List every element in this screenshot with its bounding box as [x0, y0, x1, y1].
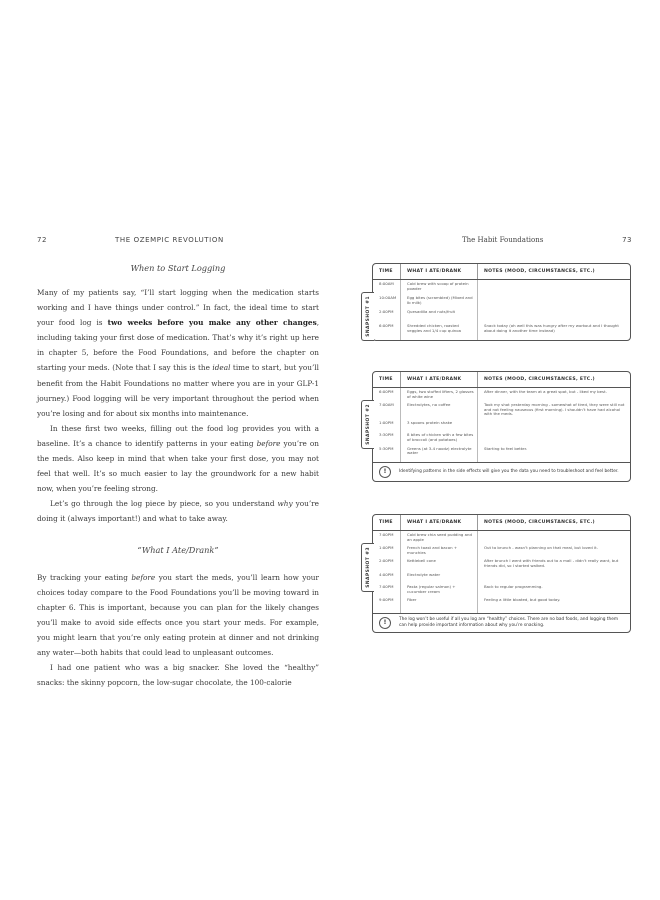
table-row	[373, 388, 630, 401]
left-page	[37, 236, 319, 690]
cell-notes: Out to brunch - wasn’t planning on that meal, but loved it.	[477, 544, 630, 557]
log-body	[373, 531, 630, 613]
cell-notes	[477, 571, 630, 584]
cell-notes	[477, 531, 630, 544]
cell-time: 2:00PM	[379, 309, 394, 314]
text-run: why	[277, 499, 293, 509]
cell-notes	[477, 280, 630, 294]
cell-notes: Took my shot yesterday morning - somewhat of tired, they were still not and not feeling nauseous (first morning). I shouldn’t have had alcohol with the meds.	[477, 401, 630, 419]
log-tip	[373, 613, 630, 632]
text-run: two weeks before you make any other changes	[107, 318, 317, 328]
cell-what: 8 bites of chicken with a few bites of broccoli (and potatoes)	[400, 431, 477, 444]
table-row	[373, 294, 630, 308]
cell-notes: Snack today (oh well this was hungry after my workout and I thought about doing it another time instead)	[477, 322, 630, 336]
food-log-snapshot-3	[365, 514, 631, 633]
filler-row	[373, 336, 630, 340]
header-notes: NOTES (MOOD, CIRCUMSTANCES, ETC.)	[477, 515, 630, 530]
cell-what: Pasta (regular salmon) + cucumber cream	[400, 583, 477, 596]
right-header	[368, 236, 632, 250]
text-run: ideal	[212, 363, 231, 373]
cell-notes	[477, 294, 630, 308]
cell-what: Fiber	[400, 596, 477, 609]
food-log-snapshot-2	[365, 371, 631, 482]
header-time: TIME	[379, 269, 393, 274]
section-title-when-to-start: When to Start Logging	[130, 263, 226, 273]
text-run: By tracking your eating	[37, 572, 132, 582]
left-header	[37, 236, 319, 250]
table-row	[373, 401, 630, 419]
paragraph-4	[37, 570, 319, 661]
table-row	[373, 571, 630, 584]
text-run: I had one patient who was a big snacker. She loved the “healthy” snacks: the skinny popcorn, the low-sugar chocolate, the 100-calorie	[37, 663, 319, 688]
paragraph-3	[37, 496, 319, 526]
header-notes: NOTES (MOOD, CIRCUMSTANCES, ETC.)	[477, 264, 630, 279]
cell-time: 6:00PM	[379, 389, 394, 394]
cell-notes: Back to regular programming.	[477, 583, 630, 596]
cell-what: Cold brew chia seed pudding and an apple	[400, 531, 477, 544]
table-row	[373, 596, 630, 609]
header-what: WHAT I ATE/DRANK	[400, 515, 477, 530]
header-what: WHAT I ATE/DRANK	[400, 372, 477, 387]
cell-time: 1:00PM	[379, 419, 394, 425]
cell-what: Quesadilla and nuts/fruit	[400, 308, 477, 322]
left-page-number: 72	[37, 236, 48, 244]
cell-notes: After brunch I went with friends out to a mall - didn’t really want, but friends did, so I started walked.	[477, 557, 630, 570]
table-row	[373, 445, 630, 458]
header-notes: NOTES (MOOD, CIRCUMSTANCES, ETC.)	[477, 372, 630, 387]
cell-time: 8:00AM	[379, 281, 394, 286]
cell-time: 7:00PM	[379, 532, 394, 537]
cell-time: 4:00PM	[379, 571, 394, 577]
text-run: , including taking your first dose of medication. That’s why it’s right up here in chapter 5, before the Food Foundations, and before the chapter on starting your meds. (Note that I say this is the	[37, 318, 320, 373]
table-row	[373, 531, 630, 544]
table-row	[373, 544, 630, 557]
left-running-head: THE OZEMPIC REVOLUTION	[115, 236, 224, 244]
cell-what: French toast and bacon + munchies	[400, 544, 477, 557]
info-icon: !	[379, 617, 391, 629]
cell-what: Kettlebell cone	[400, 557, 477, 570]
cell-what: Egg bites (scrambled) (Mixed and Ib milk)	[400, 294, 477, 308]
text-run: you start the meds, you’ll learn how your choices today compare to the Food Foundations you’ll be moving toward in chapter 6. This is important, because you can plan for the likely changes you’ll make to avoid side effects once you start your meds. For example, you might learn that you’re only eating protein at dinner and not drinking any water—both habits that could lead to unpleasant outcomes.	[37, 572, 319, 657]
filler-row	[373, 458, 630, 462]
table-row	[373, 419, 630, 432]
snapshot-tab-label: SNAPSHOT #1	[365, 296, 371, 337]
cell-time: 1:00PM	[379, 545, 394, 551]
section-title-what-i-ate: “What I Ate/Drank”	[137, 544, 219, 555]
log-body	[373, 280, 630, 340]
paragraph-2	[37, 421, 319, 496]
text-run: you’re on the meds. Also keep in mind that when take your first dose, you may not feel that well. It’s so much easier to lay the groundwork for a new habit now, when you’re feeling strong.	[37, 438, 319, 494]
right-page-number: 73	[622, 236, 632, 244]
table-row	[373, 322, 630, 336]
cell-what: Shredded chicken, roasted veggies and 1/4 cup quinoa	[400, 322, 477, 336]
cell-notes	[477, 308, 630, 322]
cell-time: 5:30PM	[379, 445, 394, 451]
cell-what: Cold brew with scoop of protein powder	[400, 280, 477, 294]
cell-time: 10:00AM	[379, 295, 397, 300]
cell-what: Electrolyte water	[400, 571, 477, 584]
food-log-snapshot-1	[365, 263, 631, 341]
cell-what: 3 spoons protein shake	[400, 419, 477, 432]
log-header-row	[373, 515, 630, 531]
cell-what: Eggs, two stuffed lifters, 2 glasses of white wine	[400, 388, 477, 401]
text-run: before	[256, 438, 281, 448]
cell-what: Greens (at 3-4 noodz) electrolyte water	[400, 445, 477, 458]
table-row	[373, 280, 630, 294]
cell-what: Electrolytes, no coffee	[400, 401, 477, 419]
log-tip-text: The log won’t be useful if all you log are “healthy” choices. There are no bad foods, and logging them can help provide important information about why you’re snacking.	[399, 617, 619, 628]
log-tip-text: Identifying patterns in the side effects will give you the data you need to troubleshoot and feel better.	[399, 469, 619, 475]
snapshot-tab-label: SNAPSHOT #3	[365, 547, 371, 588]
cell-notes: Starting to feel better.	[477, 445, 630, 458]
info-icon: !	[379, 466, 391, 478]
log-header-row	[373, 264, 630, 280]
cell-time: 2:00PM	[379, 558, 394, 564]
header-time: TIME	[379, 377, 393, 382]
cell-time: 7:00PM	[379, 584, 394, 590]
cell-notes	[477, 419, 630, 432]
table-row	[373, 431, 630, 444]
text-run: In these first two weeks, filling out the food log provides you with a baseline. It’s a chance to identify patterns in your eating	[37, 423, 319, 448]
header-time: TIME	[379, 520, 393, 525]
right-running-head: The Habit Foundations	[462, 236, 544, 244]
log-body	[373, 388, 630, 462]
snapshot-tab-label: SNAPSHOT #2	[365, 404, 371, 445]
cell-time: 3:30PM	[379, 432, 394, 438]
table-row	[373, 308, 630, 322]
cell-notes: After dinner, with the team at a great spot, but - liked my best.	[477, 388, 630, 401]
table-row	[373, 583, 630, 596]
text-run: before	[131, 572, 156, 582]
cell-notes	[477, 431, 630, 444]
text-run: Many of my patients say, “I’ll start logging when the medication starts working and I have things under control.” In fact, the ideal time to start your food log is	[37, 288, 319, 328]
log-header-row	[373, 372, 630, 388]
paragraph-5	[37, 660, 319, 690]
table-row	[373, 557, 630, 570]
cell-time: 6:00PM	[379, 323, 394, 328]
header-what: WHAT I ATE/DRANK	[400, 264, 477, 279]
log-tip	[373, 462, 630, 481]
cell-time: 7:00AM	[379, 402, 394, 408]
cell-notes: Feeling a little bloated, but good today.	[477, 596, 630, 609]
cell-time: 9:00PM	[379, 597, 394, 603]
paragraph-1	[37, 285, 319, 421]
text-run: Let’s go through the log piece by piece, so you understand	[50, 499, 278, 509]
text-run: you’re doing it (always important!) and what to take away.	[37, 499, 319, 524]
filler-row	[373, 609, 630, 613]
text-run: time to start, but you’ll benefit from the Habit Foundations no matter where you are in your GLP-1 journey.) Food logging will be very important throughout the period when you’re losing and for about six months into maintenance.	[37, 363, 319, 418]
right-page	[365, 236, 632, 628]
